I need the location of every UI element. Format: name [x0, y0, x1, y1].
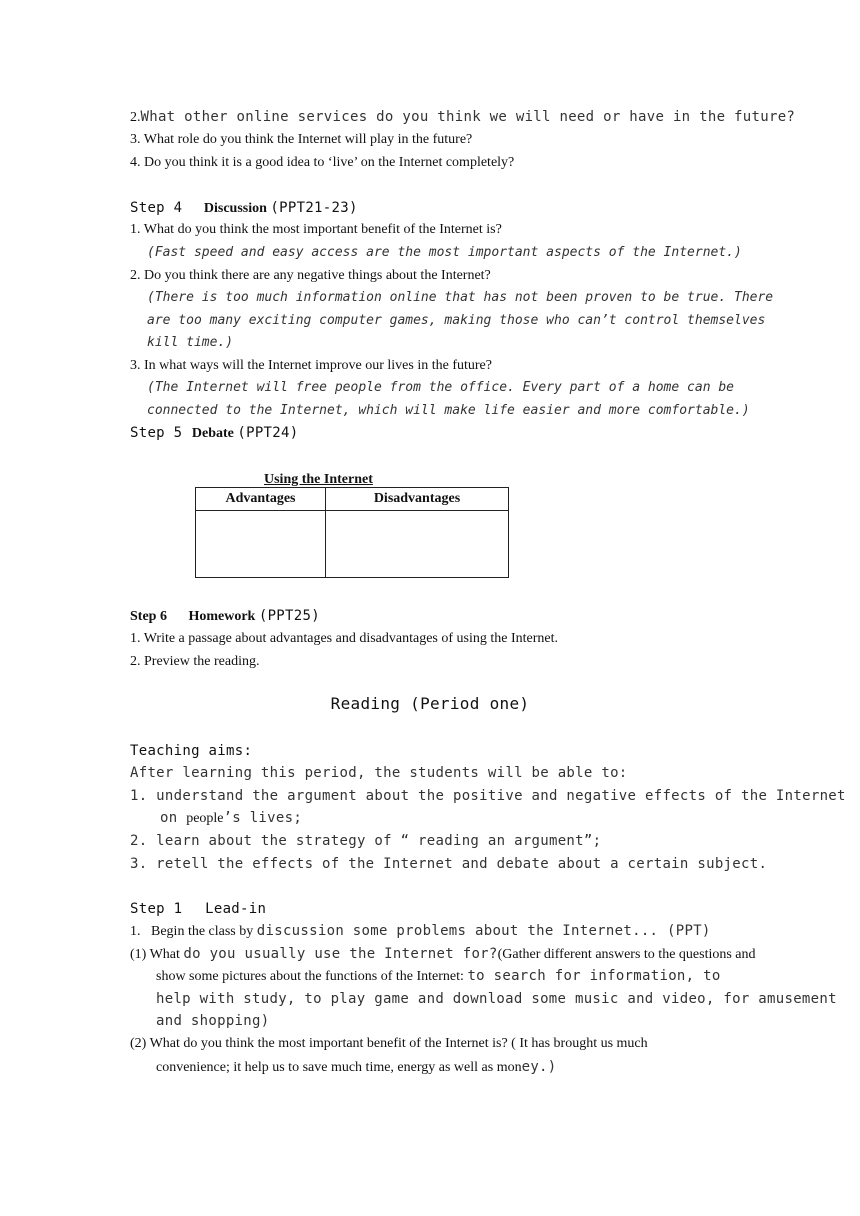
reading-heading: Reading (Period one) [330, 694, 530, 713]
homework-item-1: 1. Write a passage about advantages and disadvantages of using the Internet. [130, 631, 558, 646]
point-2-convenience: convenience; it help us to save much time, energy as well as mon [156, 1060, 522, 1075]
step5-ref: (PPT24) [237, 425, 299, 441]
aim-1-lives: ’s lives; [223, 810, 303, 826]
question-4 [130, 153, 514, 173]
step4-answer-1: (Fast speed and easy access are the most important aspects of the Internet.) [147, 245, 742, 260]
step4-answer-3-line-2: connected to the Internet, which will make life easier and more comfortable.) [147, 403, 750, 418]
step1-item-1 [130, 921, 711, 942]
step4-answer-2-line-3: kill time.) [147, 335, 234, 350]
disadvantages-cell [326, 511, 509, 578]
debate-table [195, 487, 509, 578]
step6-ref: (PPT25) [258, 608, 320, 624]
step1-item-1-start: 1. Begin the class by [130, 924, 257, 939]
aim-3: 3. retell the effects of the Internet and debate about a certain subject. [130, 856, 768, 872]
question-2-number: 2. [130, 110, 141, 125]
question-4-text: Do you think it is a good idea to ‘live’ on the Internet completely? [144, 155, 515, 170]
teaching-aims-label: Teaching aims: [130, 743, 253, 759]
step5-heading [130, 423, 298, 444]
question-3-number: 3. [130, 132, 141, 147]
question-2-text: What other online services do you think we will need or have in the future? [140, 109, 796, 125]
question-3 [130, 130, 472, 150]
step4-answer-2-line-1: (There is too much information online that has not been proven to be true. There [147, 290, 774, 305]
step4-label: Step 4 [130, 200, 183, 216]
step5-label: Step 5 [130, 425, 183, 441]
step5-title: Debate [191, 426, 234, 441]
advantages-header: Advantages [196, 488, 326, 511]
aim-1-line-1: 1. understand the argument about the positive and negative effects of the Internet [130, 788, 846, 804]
point-1-functions: show some pictures about the functions of the Internet: [156, 969, 468, 984]
step1-point-2-line-1: (2) What do you think the most important benefit of the Internet is? ( It has brought us much [130, 1036, 648, 1051]
aim-2: 2. learn about the strategy of “ reading an argument”; [130, 833, 602, 849]
aim-1-people: people [186, 811, 224, 826]
step4-heading [130, 198, 358, 219]
teaching-aims-intro: After learning this period, the students will be able to: [130, 765, 628, 781]
step1-point-1-line-3: help with study, to play game and download some music and video, for amusement [156, 991, 837, 1007]
step4-ref: (PPT21-23) [270, 200, 358, 216]
step6-heading [130, 606, 320, 627]
step1-title: Lead-in [205, 901, 267, 917]
step4-answer-3-line-1: (The Internet will free people from the office. Every part of a home can be [147, 380, 734, 395]
step6-title: Homework [188, 609, 256, 624]
point-2-end: ey.) [521, 1059, 557, 1075]
step4-question-2: 2. Do you think there are any negative things about the Internet? [130, 268, 491, 283]
step4-question-1: 1. What do you think the most important benefit of the Internet is? [130, 222, 502, 237]
homework-item-2: 2. Preview the reading. [130, 654, 260, 669]
point-1-gather: (Gather different answers to the questions and [497, 947, 756, 962]
step1-heading [130, 899, 266, 919]
advantages-cell [196, 511, 326, 578]
aim-1-line-2 [160, 808, 302, 829]
point-1-question: do you usually use the Internet for? [183, 946, 498, 962]
point-1-search: to search for information, to [467, 968, 721, 984]
step4-question-3: 3. In what ways will the Internet improve our lives in the future? [130, 358, 492, 373]
question-2 [130, 107, 795, 128]
step1-point-1-line-1 [130, 944, 756, 965]
step1-point-1-line-4: and shopping) [156, 1013, 270, 1029]
debate-table-title: Using the Internet [264, 472, 373, 487]
question-4-number: 4. [130, 155, 141, 170]
point-1-what: (1) What [130, 947, 184, 962]
aim-1-on: on [160, 810, 187, 826]
step1-point-1-line-2 [156, 966, 721, 987]
question-3-text: What role do you think the Internet will play in the future? [143, 132, 473, 147]
step4-title: Discussion [203, 201, 267, 216]
step1-label: Step 1 [130, 901, 183, 917]
step6-label: Step 6 [130, 609, 167, 624]
step1-item-1-rest: discussion some problems about the Internet... (PPT) [256, 923, 711, 939]
step4-answer-2-line-2: are too many exciting computer games, making those who can’t control themselves [147, 313, 766, 328]
disadvantages-header: Disadvantages [326, 488, 509, 511]
step1-point-2-line-2 [156, 1057, 557, 1078]
